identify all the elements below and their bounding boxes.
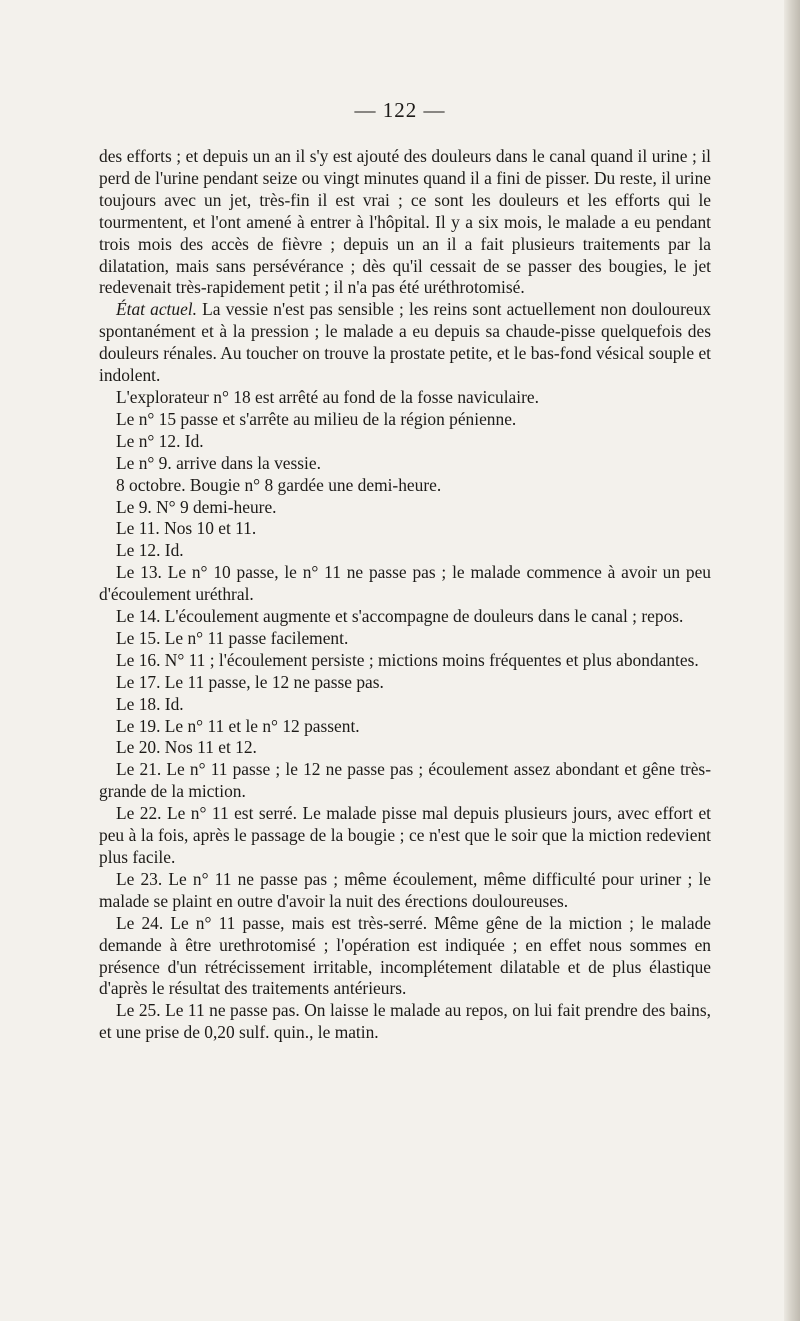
entry-line: Le 20. Nos 11 et 12. xyxy=(116,737,257,758)
entry-paragraph: Le 14. L'écoulement augmente et s'accompagne de douleurs dans le canal ; repos. xyxy=(116,606,684,627)
paragraph: des efforts ; et depuis un an il s'y est ajouté des douleurs dans le canal quand il urine ; il perd de l'urine pendant seize ou vingt minutes quand il a fini de pisser. Du reste, il urine toujours avec un jet, très-fin il est vrai ; ce sont les douleurs et les efforts qui le tourmentent, et l'ont amené à entrer à l'hôpital. Il y a six mois, le malade a eu pendant trois mois des accès de fièvre ; depuis un an il a fait plusieurs traitements par la dilatation, mais sans persévérance ; dès qu'il cessait de se passer des bougies, le jet redevenait très-rapidement petit ; il n'a pas été uréthrotomisé. xyxy=(99,146,711,298)
entry-line: Le 18. Id. xyxy=(116,693,184,714)
page-number: — 122 — xyxy=(354,98,446,122)
entry-line: L'explorateur n° 18 est arrêté au fond de la fosse naviculaire. xyxy=(116,386,539,407)
entry-paragraph: Le 25. Le 11 ne passe pas. On laisse le malade au repos, on lui fait prendre des bains, et une prise de 0,20 sulf. quin., le matin. xyxy=(99,1000,711,1043)
entry-line: Le 11. Nos 10 et 11. xyxy=(116,518,257,539)
page-edge xyxy=(784,0,800,1321)
entry-line: Le 9. N° 9 demi-heure. xyxy=(116,496,277,517)
section-heading: État actuel. xyxy=(116,299,197,320)
entry-line: Le 12. Id. xyxy=(116,540,184,561)
entry-paragraph: Le 23. Le n° 11 ne passe pas ; même écoulement, même difficulté pour uriner ; le malade se plaint en outre d'avoir la nuit des érections douloureuses. xyxy=(99,868,711,911)
entry-paragraph: Le 24. Le n° 11 passe, mais est très-serré. Même gêne de la miction ; le malade demande à être urethrotomisé ; l'opération est indiquée ; en effet nous sommes en présence d'un rétrécissement irritable, incomplétement dilatable et de plus élastique d'après le résultat des traitements antérieurs. xyxy=(99,912,711,999)
text-block xyxy=(99,146,711,1044)
entry-line: Le n° 12. Id. xyxy=(116,430,204,451)
entry-paragraph: Le 22. Le n° 11 est serré. Le malade pisse mal depuis plusieurs jours, avec effort et peu à la fois, après le passage de la bougie ; ce n'est que le soir que la miction redevient plus facile. xyxy=(99,803,711,867)
entry-paragraph: Le 21. Le n° 11 passe ; le 12 ne passe pas ; écoulement assez abondant et gêne très-grande de la miction. xyxy=(99,759,711,802)
entry-line: Le n° 9. arrive dans la vessie. xyxy=(116,452,321,473)
entry-line: Le 19. Le n° 11 et le n° 12 passent. xyxy=(116,715,360,736)
entry-line: Le n° 15 passe et s'arrête au milieu de la région pénienne. xyxy=(116,408,517,429)
paragraph: État actuel. La vessie n'est pas sensible ; les reins sont actuellement non douloureux spontanément et à la pression ; le malade a eu depuis sa chaude-pisse quelquefois des douleurs rénales. Au toucher on trouve la prostate petite, et le bas-fond vésical souple et indolent. xyxy=(99,299,711,386)
entry-line: Le 15. Le n° 11 passe facilement. xyxy=(116,627,349,648)
entry-line: Le 17. Le 11 passe, le 12 ne passe pas. xyxy=(116,671,384,692)
entry-paragraph: Le 13. Le n° 10 passe, le n° 11 ne passe pas ; le malade commence à avoir un peu d'écoulement uréthral. xyxy=(99,562,711,605)
entry-paragraph: Le 16. N° 11 ; l'écoulement persiste ; mictions moins fréquentes et plus abondantes. xyxy=(116,649,699,670)
entry-line: 8 octobre. Bougie n° 8 gardée une demi-heure. xyxy=(116,474,442,495)
